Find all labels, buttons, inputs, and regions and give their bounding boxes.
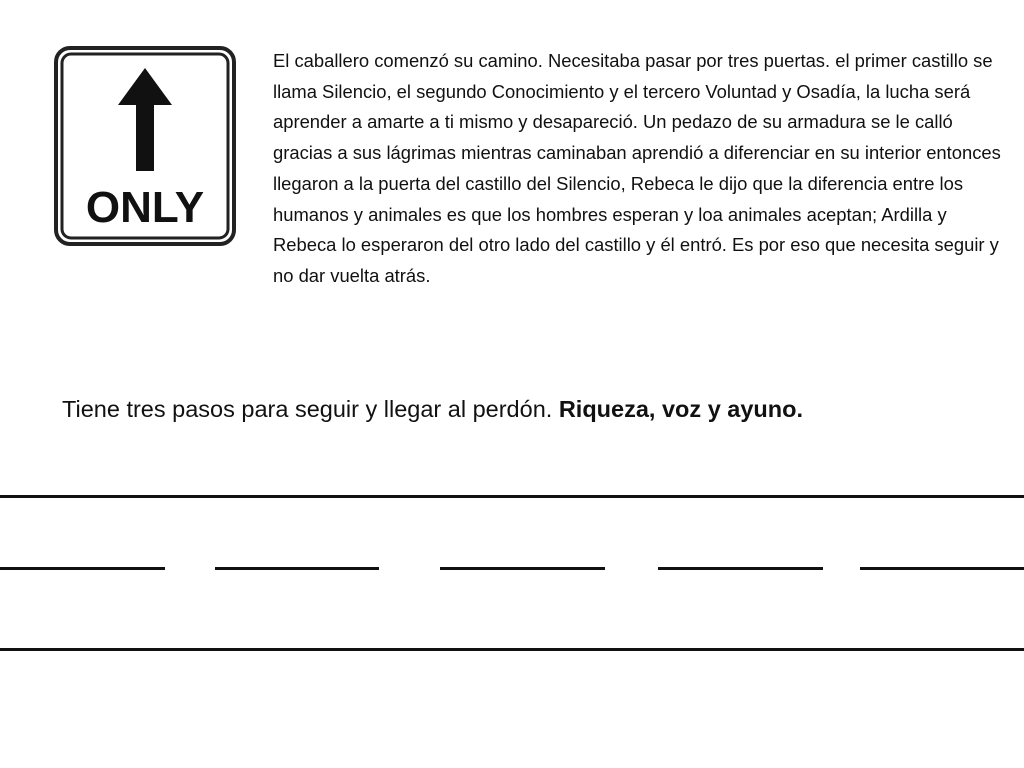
sign-label: ONLY	[85, 183, 205, 232]
blank-line	[215, 567, 379, 570]
writing-line	[0, 648, 1024, 651]
writing-line	[0, 495, 1024, 498]
only-sign-image	[54, 46, 236, 246]
blank-line	[658, 567, 823, 570]
blank-line	[860, 567, 1024, 570]
blank-line	[440, 567, 605, 570]
story-paragraph: El caballero comenzó su camino. Necesitaba pasar por tres puertas. el primer castillo se llama Silencio, el segundo Conocimiento y el tercero Voluntad y Osadía, la lucha será aprender a amarte a ti mismo y desapareció. Un pedazo de su armadura se le calló gracias a sus lágrimas mientras caminaban aprendió a diferenciar en su interior entonces llegaron a la puerta del castillo del Silencio, Rebeca le dijo que la diferencia entre los humanos y animales es que los hombres esperan y loa animales aceptan; Ardilla y Rebeca lo esperaron del otro lado del castillo y él entró. Es por eso que necesita seguir y no dar vuelta atrás.	[273, 50, 1001, 286]
blank-line	[0, 567, 165, 570]
summary-emphasis: Riqueza, voz y ayuno.	[558, 396, 804, 422]
summary-lead: Tiene tres pasos para seguir y llegar al perdón.	[62, 396, 559, 422]
only-sign-graphic	[54, 46, 236, 246]
summary-line	[62, 392, 1012, 426]
